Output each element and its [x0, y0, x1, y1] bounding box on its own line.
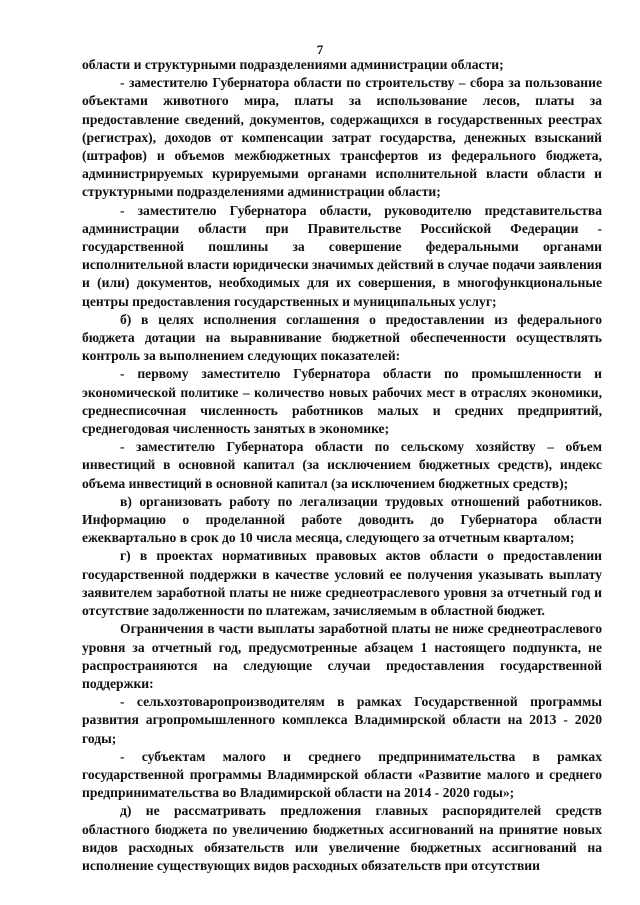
- document-body: [82, 56, 602, 875]
- page-number: 7: [316, 42, 324, 57]
- paragraph: - заместителю Губернатора области, руководителю представительства администрации области при Правительстве Российской Федерации - государственной пошлины за совершение федеральными органами исполнительной власти юридически значимых действий в случае подачи заявления и (или) документов, необходимых для их совершения, в многофункциональные центры предоставления государственных и муниципальных услуг;: [82, 202, 602, 309]
- paragraph: - заместителю Губернатора области по строительству – сбора за пользование объектами животного мира, платы за использование лесов, платы за предоставление сведений, документов, содержащихся в государственных реестрах (регистрах), доходов от компенсации затрат государства, денежных взысканий (штрафов) и объемов межбюджетных трансфертов из федерального бюджета, администрируемых курируемыми органами исполнительной власти области и структурными подразделениями администрации области;: [82, 75, 602, 200]
- paragraph: - первому заместителю Губернатора области по промышленности и экономической политике – количество новых рабочих мест в отраслях экономики, среднесписочная численность работников малых и средних предприятий, среднегодовая численность занятых в экономике;: [82, 366, 602, 437]
- paragraph: Ограничения в части выплаты заработной платы не ниже среднеотраслевого уровня за отчетный год, предусмотренные абзацем 1 настоящего подпункта, не распространяются на следующие случаи предоставления государственной поддержки:: [82, 621, 602, 691]
- paragraph: - заместителю Губернатора области по сельскому хозяйству – объем инвестиций в основной капитал (за исключением бюджетных средств), индекс объема инвестиций в основной капитал (за исключением бюджетных средств);: [82, 439, 602, 491]
- paragraph: - сельхозтоваропроизводителям в рамках Государственной программы развития агропромышленного комплекса Владимирской области на 2013 - 2020 годы;: [82, 694, 602, 746]
- paragraph: г) в проектах нормативных правовых актов области о предоставлении государственной поддержки в качестве условий ее получения указывать выплату заявителем заработной платы не ниже среднеотраслевого уровня за отчетный год и отсутствие задолженности по платежам, зачисляемым в областной бюджет.: [82, 548, 602, 619]
- paragraph: д) не рассматривать предложения главных распорядителей средств областного бюджета по увеличению бюджетных ассигнований на принятие новых видов расходных обязательств или увеличение бюджетных ассигнований на исполнение существующих видов расходных обязательств при отсутствии: [82, 803, 602, 873]
- paragraph: б) в целях исполнения соглашения о предоставлении из федерального бюджета дотации на выравнивание бюджетной обеспеченности осуществлять контроль за выполнением следующих показателей:: [82, 311, 602, 364]
- paragraph: области и структурными подразделениями администрации области;: [82, 57, 504, 72]
- paragraph: в) организовать работу по легализации трудовых отношений работников. Информацию о проделанной работе доводить до Губернатора области ежеквартально в срок до 10 числа месяца, следующего за отчетным кварталом;: [82, 493, 602, 546]
- paragraph: - субъектам малого и среднего предпринимательства в рамках государственной программы Владимирской области «Развитие малого и среднего предпринимательства во Владимирской области на 2014 - 2020 годы»;: [82, 748, 602, 801]
